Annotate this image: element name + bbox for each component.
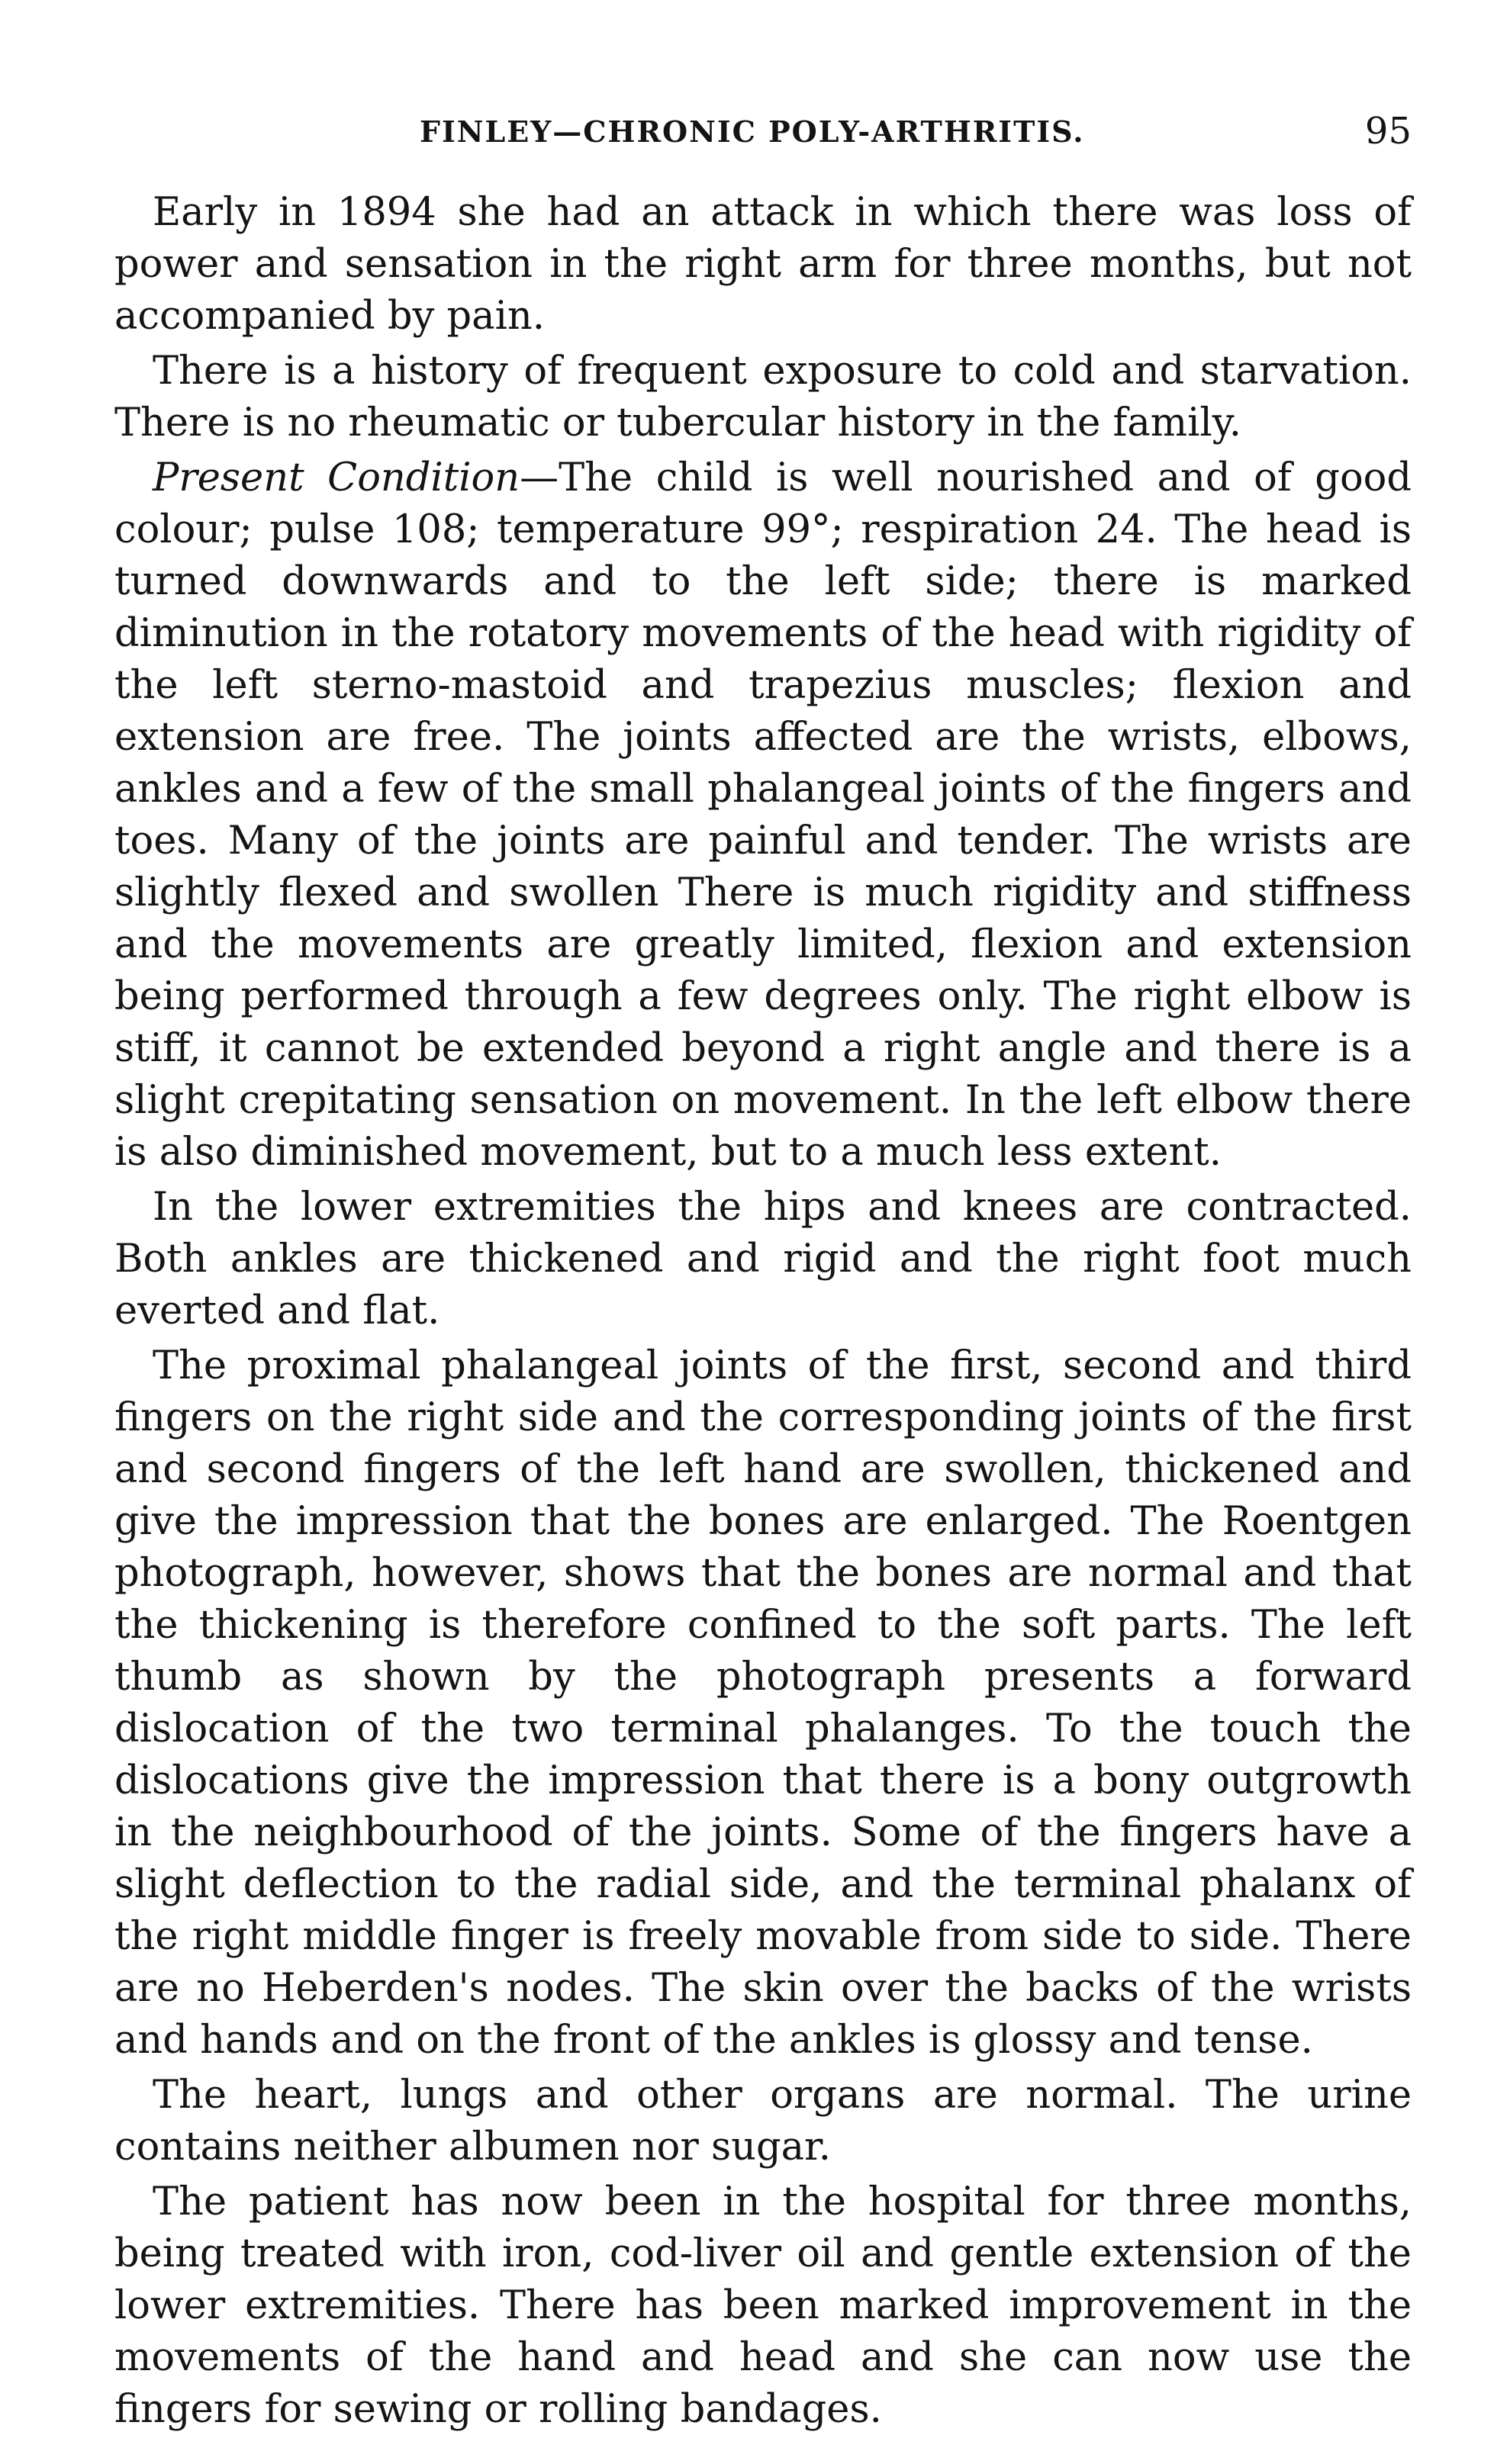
paragraph-1-text: Early in 1894 she had an attack in which there was loss of power and sensation in the right arm for three months, but not accompanied by pain. bbox=[114, 190, 1412, 339]
paragraph-3-text: —The child is well nourished and of good colour; pulse 108; temperature 99°; respiration 24. The head is turned downwards and to the left side; there is marked diminution in the rotatory movements of the head with rigidity of the left sterno-mastoid and trapezius muscles; flexion and extension are free. The joints affected are the wrists, elbows, ankles and a few of the small phalangeal joints of the fingers and toes. Many of the joints are painful and tender. The wrists are slightly flexed and swollen There is much rigidity and stiffness and the movements are greatly limited, flexion and extension being performed through a few degrees only. The right elbow is stiff, it cannot be extended beyond a right angle and there is a slight crepitating sensation on movement. In the left elbow there is also diminished movement, but to a much less extent. bbox=[114, 455, 1412, 1175]
page-header bbox=[114, 110, 1412, 160]
paragraph-1 bbox=[114, 187, 1412, 343]
page-number: 95 bbox=[1364, 110, 1412, 153]
paragraph-3 bbox=[114, 452, 1412, 1179]
paragraph-2 bbox=[114, 346, 1412, 449]
paragraph-7-text: The patient has now been in the hospital for three months, being treated with iron, cod-liver oil and gentle extension of the lower extremities. There has been marked improvement in the movements of the hand and head and she can now use the fingers for sewing or rolling bandages. bbox=[114, 2179, 1412, 2432]
paragraph-5-text: The proximal phalangeal joints of the first, second and third fingers on the right side and the corresponding joints of the first and second fingers of the left hand are swollen, thickened and give the impression that the bones are enlarged. The Roentgen photograph, however, shows that the bones are normal and that the thickening is therefore confined to the soft parts. The left thumb as shown by the photograph presents a forward dislocation of the two terminal phalanges. To the touch the dislocations give the impression that there is a bony outgrowth in the neighbourhood of the joints. Some of the fingers have a slight deflection to the radial side, and the terminal phalanx of the right middle finger is freely movable from side to side. There are no Heberden's nodes. The skin over the backs of the wrists and hands and on the front of the ankles is glossy and tense. bbox=[114, 1343, 1412, 2063]
body-text bbox=[114, 187, 1412, 2439]
paragraph-7 bbox=[114, 2176, 1412, 2436]
paragraph-4-text: In the lower extremities the hips and knees are contracted. Both ankles are thickened and rigid and the right foot much everted and flat. bbox=[114, 1185, 1412, 1333]
paragraph-4 bbox=[114, 1182, 1412, 1337]
paragraph-6-text: The heart, lungs and other organs are normal. The urine contains neither albumen nor sugar. bbox=[114, 2073, 1412, 2170]
paragraph-2-text: There is a history of frequent exposure to cold and starvation. There is no rheumatic or tubercular history in the family. bbox=[114, 349, 1412, 446]
paragraph-6 bbox=[114, 2070, 1412, 2173]
present-condition-heading: Present Condition bbox=[153, 455, 520, 500]
paragraph-5 bbox=[114, 1340, 1412, 2067]
running-head: FINLEY—CHRONIC POLY-ARTHRITIS. bbox=[420, 114, 1085, 149]
